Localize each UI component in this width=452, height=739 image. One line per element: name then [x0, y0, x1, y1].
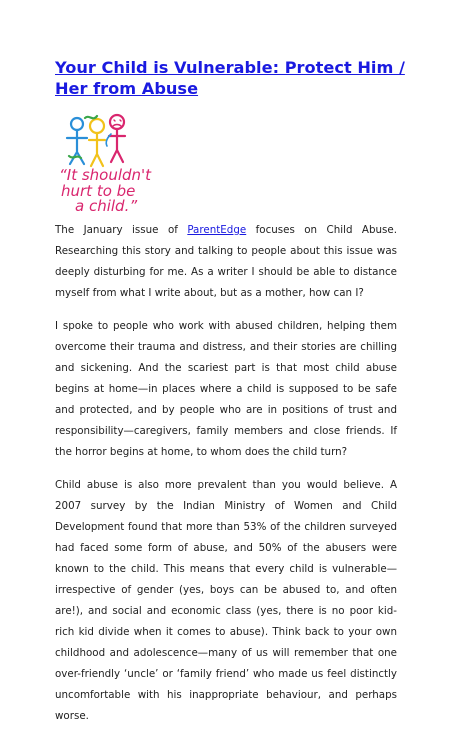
paragraph-1-rest: focuses on Child Abuse. Researching this story and talking to people about this issue was deeply disturbing for me. As a writer I should be able to distance myself from what I write about, but as a mother, how can I? — [55, 224, 397, 299]
logo-line-3: a child.” — [75, 197, 138, 212]
stick-figures-drawing — [67, 115, 125, 166]
paragraph-3: Child abuse is also more prevalent than you would believe. A 2007 survey by the Indian Ministry of Women and Child Development found that more than 53% of the children surveyed had faced some form of abuse, and 50% of the abusers were known to the child. This means that every child is vulnerable—irrespective of gender (yes, boys can be abused to, and often are!), and social and economic class (yes, there is no poor kid-rich kid divide when it comes to abuse). Think back to your own childhood and adolescence—many of us will remember that one over-friendly ‘uncle’ or ‘family friend’ who made us feel distinctly uncomfortable with his inappropriate behaviour, and perhaps worse. — [55, 479, 397, 722]
parentedge-link[interactable]: ParentEdge — [187, 224, 247, 236]
paragraph-1-start: The January issue of — [55, 224, 188, 236]
logo-slogan — [59, 166, 152, 212]
logo-line-1: “It shouldn't — [59, 166, 152, 184]
child-abuse-logo — [55, 112, 185, 212]
paragraph-1 — [55, 220, 397, 304]
paragraph-2: I spoke to people who work with abused children, helping them overcome their trauma and distress, and their stories are chilling and sickening. And the scariest part is that most child abuse begins at home—in places where a child is supposed to be safe and protected, and by people who are in positions of trust and responsibility—caregivers, family members and close friends. If the horror begins at home, to whom does the child turn? — [55, 320, 397, 458]
logo-line-2: hurt to be — [61, 182, 136, 200]
article-body — [55, 220, 397, 739]
article-title-link[interactable]: Your Child is Vulnerable: Protect Him / Her from Abuse — [55, 58, 405, 98]
